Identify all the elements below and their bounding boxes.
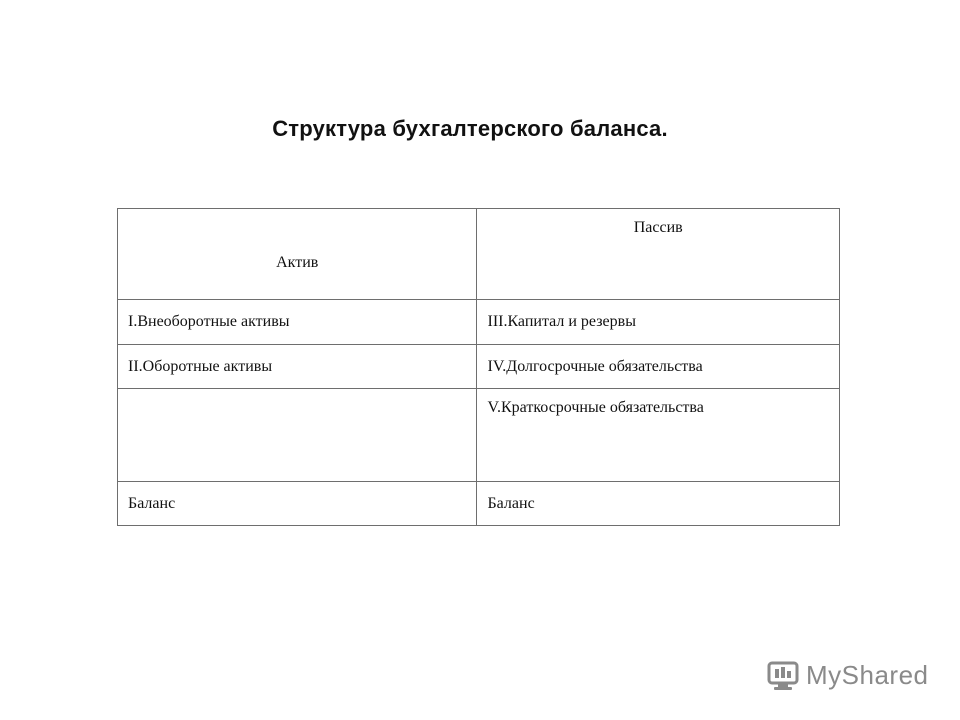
asset-cell: I.Внеоборотные активы xyxy=(118,300,477,345)
liability-cell: Баланс xyxy=(477,482,840,526)
table-row xyxy=(118,482,840,526)
table-row xyxy=(118,345,840,389)
balance-structure-table xyxy=(117,208,840,526)
slide-title: Структура бухгалтерского баланса. xyxy=(272,116,668,141)
liability-cell: V.Краткосрочные обязательства xyxy=(477,389,840,482)
myshared-logo-icon xyxy=(766,658,800,692)
table-row xyxy=(118,300,840,345)
myshared-watermark xyxy=(766,655,929,695)
table-header-row xyxy=(118,209,840,300)
asset-cell: II.Оборотные активы xyxy=(118,345,477,389)
liability-cell: IV.Долгосрочные обязательства xyxy=(477,345,840,389)
liability-cell: III.Капитал и резервы xyxy=(477,300,840,345)
asset-cell: Баланс xyxy=(118,482,477,526)
watermark-text: MyShared xyxy=(806,659,929,690)
header-liability: Пассив xyxy=(477,209,840,300)
table-row xyxy=(118,389,840,482)
header-asset: Актив xyxy=(118,209,477,300)
asset-cell xyxy=(118,389,477,482)
